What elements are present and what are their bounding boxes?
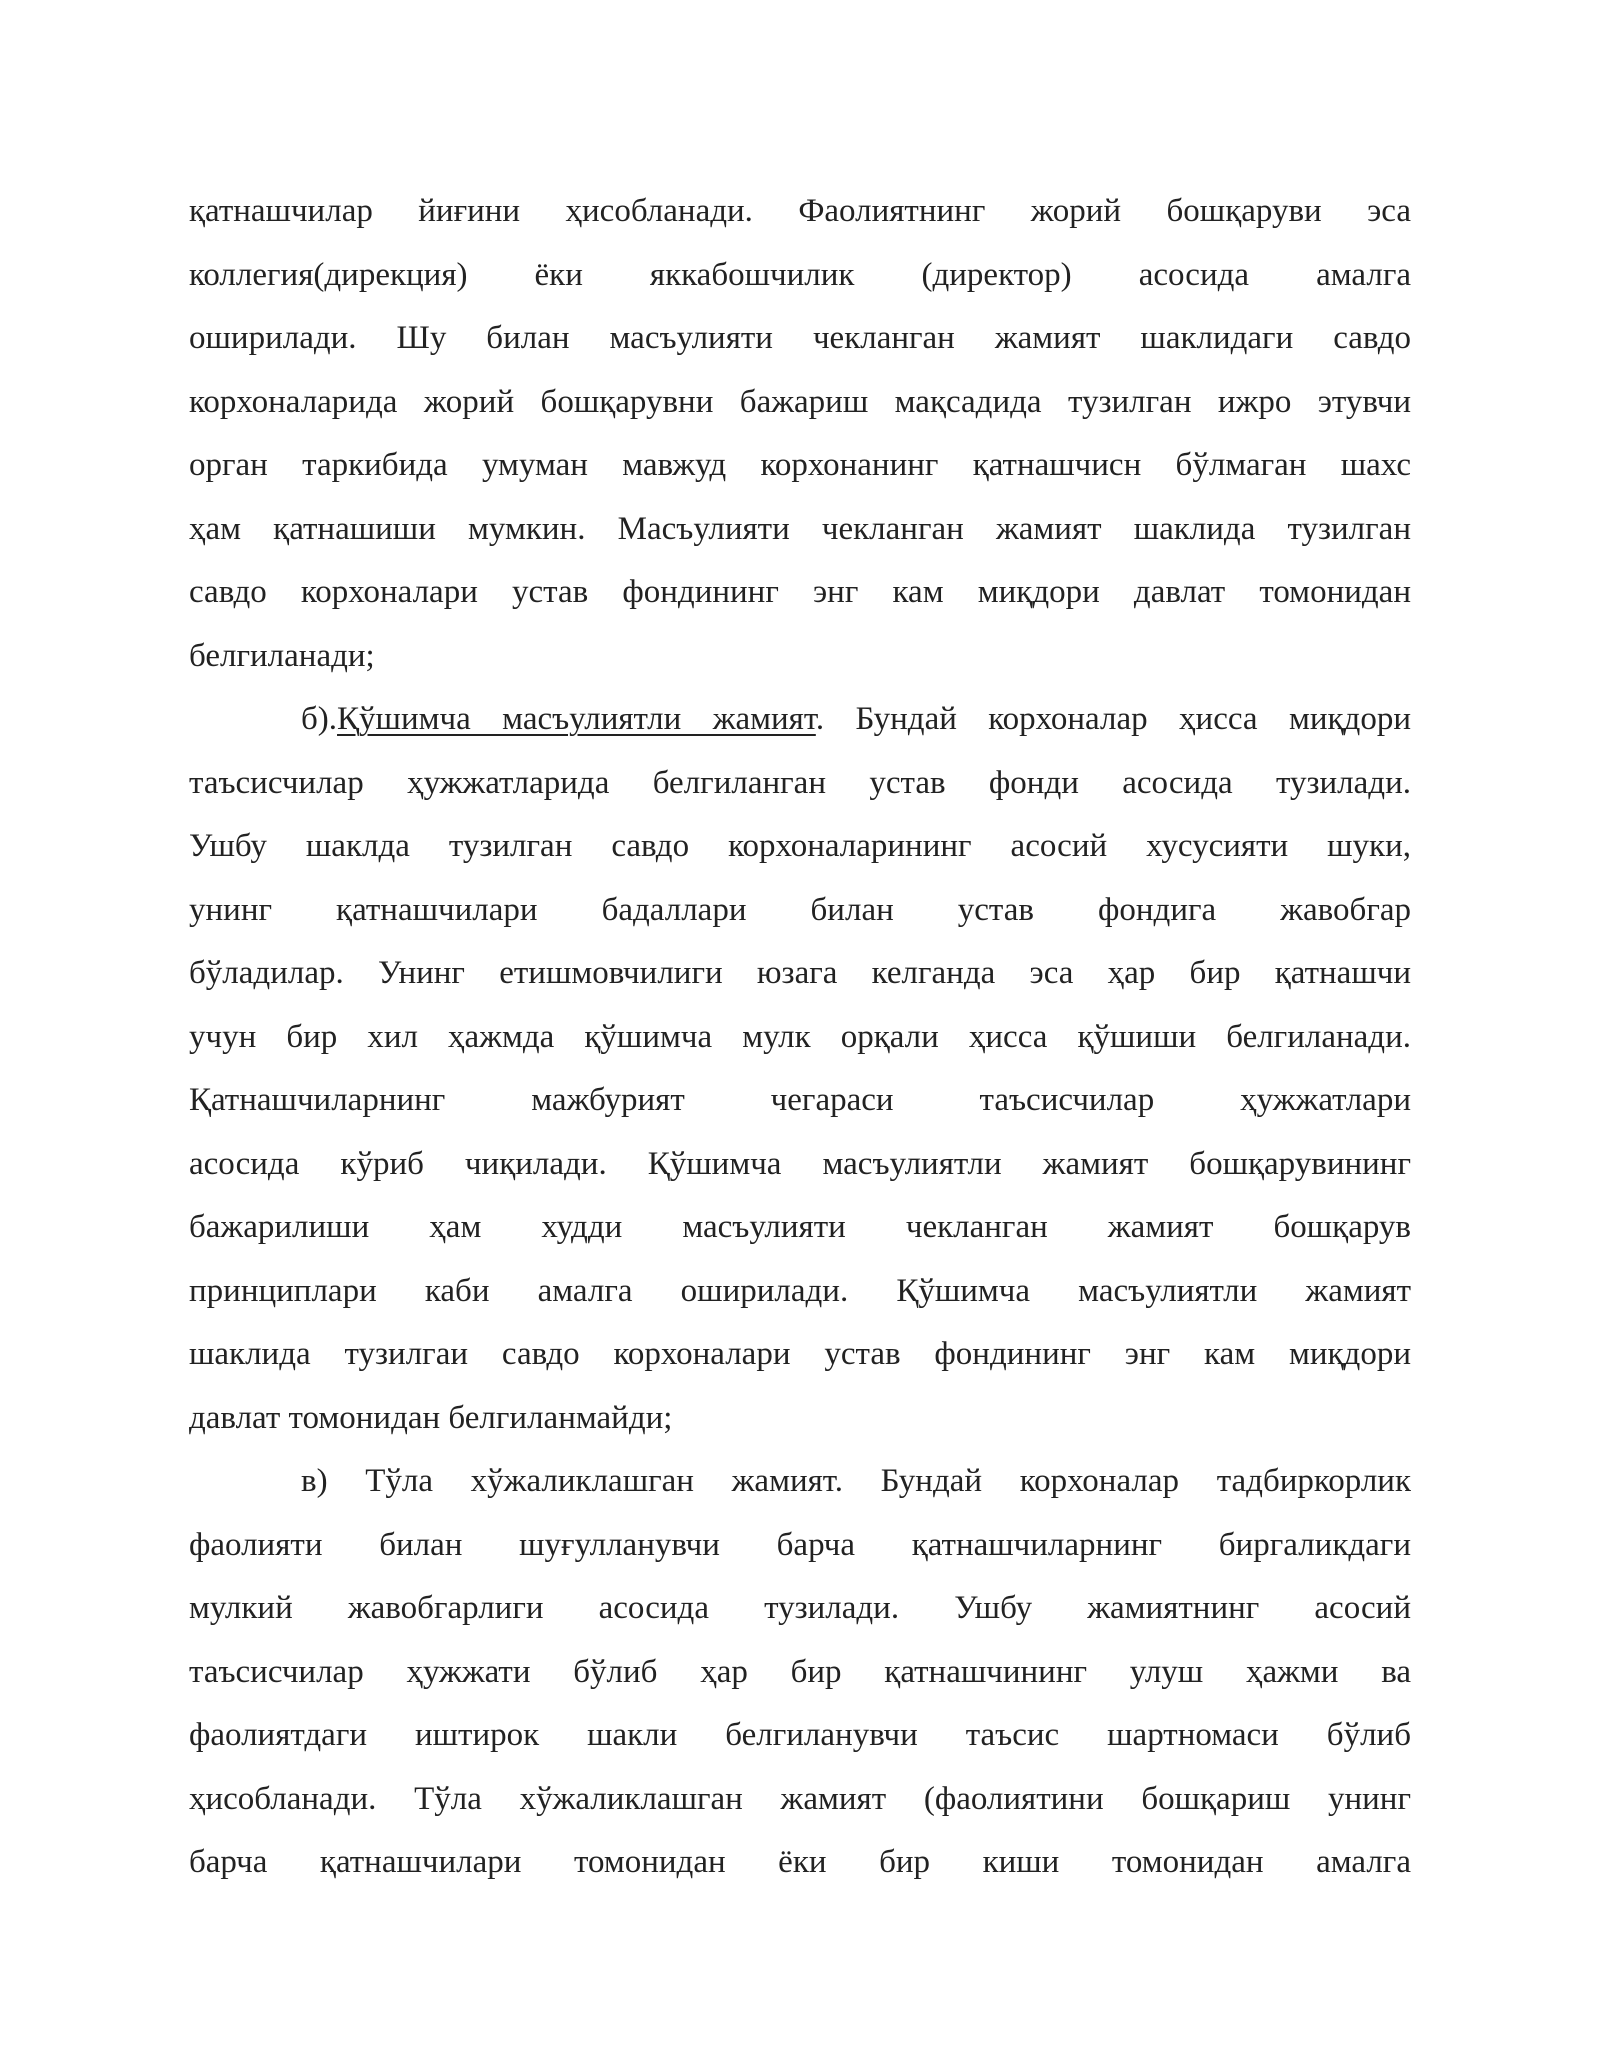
text-line: коллегия(дирекция) ёки яккабошчилик (директор) асосида амалга bbox=[189, 256, 1411, 293]
text-line: оширилади. Шу билан масъулияти чекланган жамият шаклидаги савдо bbox=[189, 320, 1411, 356]
text-line: корхоналарида жорий бошқарувни бажариш мақсадида тузилган ижро этувчи bbox=[189, 383, 1411, 420]
text-line: учун бир хил ҳажмда қўшимча мулк орқали ҳисса қўшиши белгиланади. bbox=[189, 1018, 1411, 1055]
text-line: савдо корхоналари устав фондининг энг кам миқдори давлат томонидан bbox=[189, 574, 1411, 610]
text-line: принциплари каби амалга оширилади. Қўшимча масъулиятли жамият bbox=[189, 1272, 1411, 1309]
text-line: мулкий жавобгарлиги асосида тузилади. Ушбу жамиятнинг асосий bbox=[189, 1590, 1411, 1626]
paragraph-b-first-line bbox=[189, 688, 1411, 752]
text-line: барча қатнашчилари томонидан ёки бир киши томонидан амалга bbox=[189, 1844, 1411, 1880]
text-line: Ушбу шаклда тузилган савдо корхоналарининг асосий хусусияти шуки, bbox=[189, 828, 1411, 864]
text-line: орган таркибида умуман мавжуд корхонанинг қатнашчисн бўлмаган шахс bbox=[189, 447, 1411, 483]
text-line: Қатнашчиларнинг мажбурият чегараси таъсисчилар ҳужжатлари bbox=[189, 1082, 1411, 1118]
paragraph-b-prefix: б). bbox=[301, 701, 338, 737]
document-page bbox=[189, 180, 1411, 1895]
paragraph-v-first-line: в) Тўла хўжаликлашган жамият. Бундай корхоналар тадбиркорлик bbox=[301, 1463, 1411, 1499]
paragraph-b-rest: . Бундай корхоналар ҳисса миқдори bbox=[815, 701, 1411, 737]
text-line: бажарилиши ҳам худди масъулияти чекланган жамият бошқарув bbox=[189, 1209, 1411, 1245]
text-line: қатнашчилар йиғини ҳисобланади. Фаолиятнинг жорий бошқаруви эса bbox=[189, 193, 1411, 229]
text-line: унинг қатнашчилари бадаллари билан устав фондига жавобгар bbox=[189, 891, 1411, 928]
text-line: ҳисобланади. Тўла хўжаликлашган жамият (фаолиятини бошқариш унинг bbox=[189, 1780, 1411, 1817]
text-line: белгиланади; bbox=[189, 637, 375, 674]
text-line: таъсисчилар ҳужжатларида белгиланган устав фонди асосида тузилади. bbox=[189, 764, 1411, 801]
text-line: таъсисчилар ҳужжати бўлиб ҳар бир қатнашчининг улуш ҳажми ва bbox=[189, 1653, 1411, 1690]
text-line: ҳам қатнашиши мумкин. Масъулияти чекланган жамият шаклида тузилган bbox=[189, 510, 1411, 547]
text-line: фаолияти билан шуғулланувчи барча қатнашчиларнинг биргаликдаги bbox=[189, 1526, 1411, 1563]
text-line: фаолиятдаги иштирок шакли белгиланувчи таъсис шартномаси бўлиб bbox=[189, 1717, 1411, 1753]
text-line: асосида кўриб чиқилади. Қўшимча масъулиятли жамият бошқарувининг bbox=[189, 1145, 1411, 1182]
text-line: шаклида тузилгаи савдо корхоналари устав фондининг энг кам миқдори bbox=[189, 1336, 1411, 1372]
text-line: давлат томонидан белгиланмайди; bbox=[189, 1399, 673, 1436]
paragraph-b-heading: Қўшимча масъулиятли жамият bbox=[337, 701, 816, 737]
text-line: бўладилар. Унинг етишмовчилиги юзага келганда эса ҳар бир қатнашчи bbox=[189, 955, 1411, 991]
